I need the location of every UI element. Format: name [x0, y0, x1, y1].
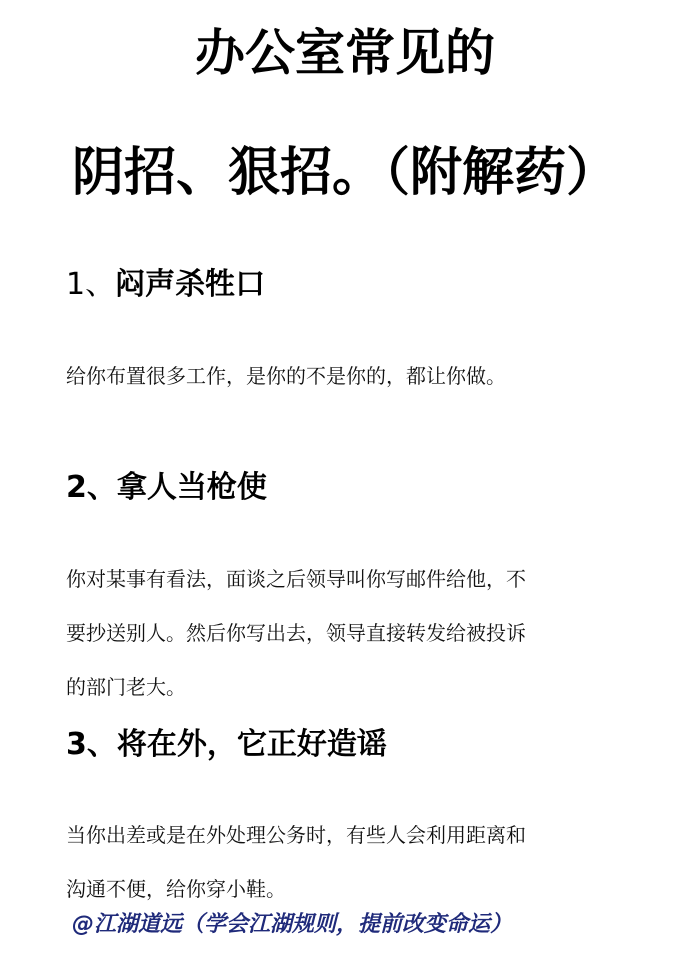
body-line: 要抄送别人。然后你写出去，领导直接转发给被投诉	[66, 621, 526, 645]
section-body-2	[66, 552, 626, 714]
section-body-1	[66, 349, 626, 403]
page-title-line-2: 阴招、狠招。（附解药）	[71, 142, 618, 203]
body-line: 的部门老大。	[66, 675, 186, 699]
section-title: 闷声杀牲口	[115, 267, 266, 302]
body-line: 给你布置很多工作，是你的不是你的，都让你做。	[66, 364, 506, 388]
section-title: 拿人当枪使	[116, 470, 267, 505]
section-heading-2	[66, 468, 267, 508]
section-number: 3、	[66, 727, 117, 762]
section-number: 2、	[66, 470, 117, 505]
section-number: 1、	[66, 267, 116, 302]
section-heading-1	[66, 265, 265, 305]
body-line: 沟通不便，给你穿小鞋。	[66, 877, 286, 901]
body-line: 当你出差或是在外处理公务时，有些人会利用距离和	[66, 823, 526, 847]
author-watermark: @江湖道远（学会江湖规则，提前改变命运）	[72, 912, 513, 937]
section-title: 将在外，它正好造谣	[116, 727, 387, 762]
body-line: 你对某事有看法，面谈之后领导叫你写邮件给他，不	[66, 567, 526, 591]
section-heading-3	[66, 725, 387, 765]
section-body-3	[66, 808, 626, 916]
page-title-line-1: 办公室常见的	[195, 23, 495, 82]
